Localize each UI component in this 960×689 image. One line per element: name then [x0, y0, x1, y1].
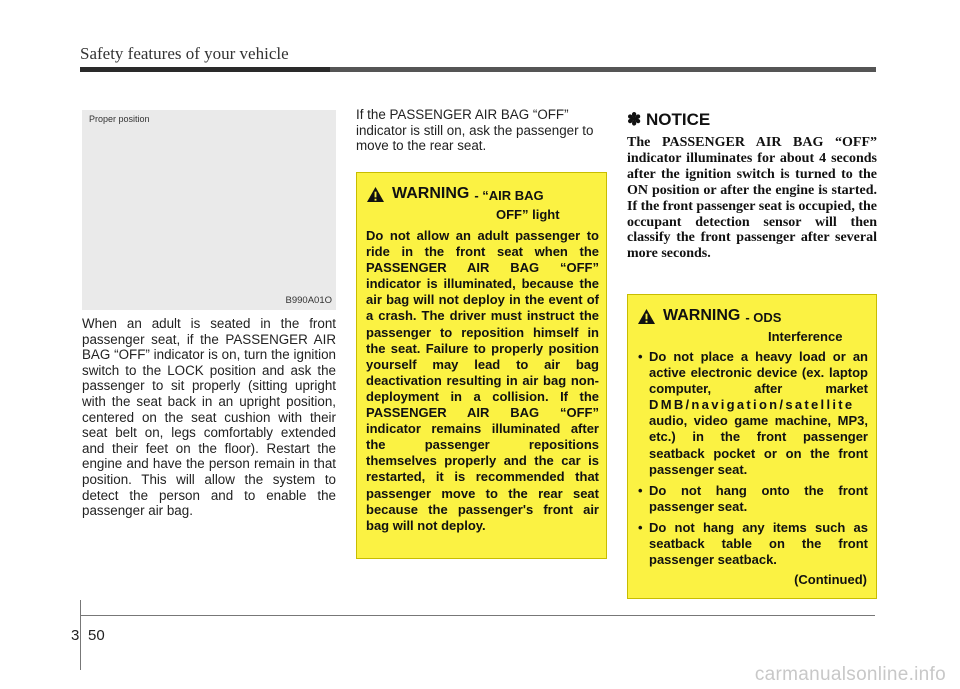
header-divider — [80, 67, 876, 72]
warning-item-text-spaced: DMB/navigation/satellite — [649, 397, 855, 413]
col2-paragraph: If the PASSENGER AIR BAG “OFF” indicator is still on, ask the passenger to move to the rear seat. — [356, 107, 594, 154]
warning-header — [637, 307, 781, 325]
notice-title: ✽ NOTICE — [627, 110, 711, 129]
warning-item — [638, 349, 868, 478]
header-title: Safety features of your vehicle — [80, 44, 289, 63]
warning-item — [638, 483, 868, 515]
warning-header — [366, 185, 544, 203]
col1-paragraph: When an adult is seated in the front passenger seat, if the PASSENGER AIR BAG “OFF” indicator is on, turn the ignition switch to the LOCK position and ask the passenger to sit properly (sitting upright with the seat back in an upright position, centered on the seat cushion with their seat belt on, legs comfortably extended and their feet on the floor). Restart the engine and have the person remain in that position. This will allow the system to detect the person and to enable the passenger air bag. — [82, 316, 336, 519]
figure-caption: Proper position — [89, 114, 150, 124]
warning-subtitle: - “AIR BAG — [474, 188, 544, 203]
figure-code: B990A01O — [285, 295, 332, 306]
warning-item-text-after: audio, video game machine, MP3, etc.) in the front passenger seatback pocket or on the front passenger seat. — [649, 413, 868, 477]
warning-item-text: Do not hang onto the front passenger seat. — [649, 482, 868, 514]
page-number: 50 — [88, 627, 105, 644]
chapter-number: 3 — [71, 627, 80, 644]
warning-item-list — [638, 349, 868, 573]
warning-ods-box — [627, 294, 877, 599]
figure-proper-position — [82, 110, 336, 310]
warning-triangle-icon — [366, 186, 385, 203]
warning-body: Do not allow an adult passenger to ride in the front seat when the PASSENGER AIR BAG “OFF” indicator is illuminated, because the air bag will not deploy in the event of a crash. The driver must instruct the passenger to reposition himself in the seat. Failure to properly position yourself may lead to air bag deactivation resulting in air bag non-deployment in a collision. If the PASSENGER AIR BAG “OFF” indicator remains illuminated after the passenger repositions themselves properly and the car is restarted, it is recommended that passenger move to the rear seat because the passenger's front air bag will not deploy. — [366, 228, 599, 533]
warning-airbag-off-box — [356, 172, 607, 559]
warning-item — [638, 520, 868, 568]
footer-vertical-rule — [80, 600, 81, 670]
warning-item-text: Do not hang any items such as seatback table on the front passenger seatback. — [649, 519, 868, 568]
warning-subtitle-line2: OFF” light — [496, 207, 560, 222]
footer-horizontal-rule — [80, 615, 875, 616]
warning-item-text: Do not place a heavy load or an active electronic device (ex. laptop computer, after market — [649, 349, 868, 397]
warning-subtitle: - ODS — [745, 310, 782, 325]
warning-triangle-icon — [637, 308, 656, 325]
notice-body: The PASSENGER AIR BAG “OFF” indicator illuminates for about 4 seconds after the ignition switch is turned to the ON position or after the engine is started. If the front passenger seat is occupied, the occupant detection sensor will then classify the front passenger after several more seconds. — [627, 135, 877, 262]
warning-word: WARNING — [392, 185, 470, 202]
warning-word: WARNING — [663, 307, 741, 324]
watermark: carmanualsonline.info — [754, 664, 946, 685]
continued-label: (Continued) — [794, 572, 867, 587]
warning-subtitle-line2: Interference — [768, 329, 843, 344]
